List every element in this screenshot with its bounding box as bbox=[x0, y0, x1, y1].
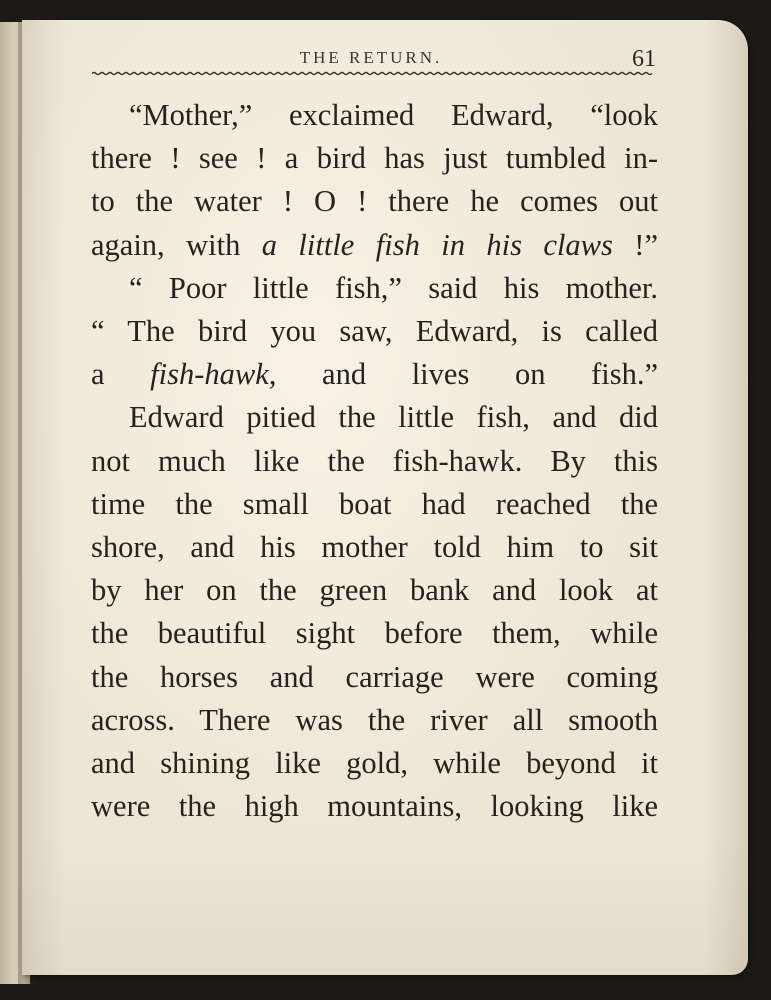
text-line bbox=[91, 699, 658, 742]
body-text bbox=[91, 94, 658, 828]
text-run: “ The bird you saw, Edward, is called bbox=[91, 314, 658, 349]
text-run: to the water ! O ! there he comes out bbox=[91, 184, 658, 219]
book-page bbox=[22, 20, 748, 975]
paragraph bbox=[91, 396, 658, 828]
text-line bbox=[91, 483, 658, 526]
text-line bbox=[91, 267, 658, 310]
text-run: “Mother,” exclaimed Edward, “look bbox=[129, 98, 658, 132]
text-run: !” bbox=[612, 227, 658, 262]
text-run: there ! see ! a bird has just tumbled in- bbox=[91, 141, 658, 176]
text-run: “ Poor little fish,” said his mother. bbox=[129, 270, 658, 305]
text-line bbox=[91, 396, 658, 439]
text-line bbox=[91, 785, 658, 828]
text-line bbox=[91, 94, 658, 137]
text-line bbox=[91, 612, 658, 655]
text-run: across. There was the river all smooth bbox=[91, 702, 658, 737]
running-head: THE RETURN. bbox=[299, 48, 443, 67]
text-run: not much like the fish-hawk. By this bbox=[91, 443, 658, 478]
text-line bbox=[91, 180, 658, 223]
paragraph bbox=[91, 94, 658, 267]
paragraph bbox=[91, 267, 658, 397]
head-rule bbox=[92, 71, 654, 76]
text-run: were the high mountains, looking like bbox=[91, 789, 658, 824]
text-line bbox=[91, 656, 658, 699]
text-run: a bbox=[91, 357, 151, 392]
text-run: the horses and carriage were coming bbox=[91, 659, 658, 694]
text-line bbox=[91, 224, 658, 267]
text-run: and lives on fish.” bbox=[276, 357, 658, 392]
page-number: 61 bbox=[632, 46, 656, 72]
text-run: time the small boat had reached the bbox=[91, 486, 658, 521]
text-run: Edward pitied the little fish, and did bbox=[129, 400, 658, 435]
text-line bbox=[91, 137, 658, 180]
text-run: and shining like gold, while beyond it bbox=[91, 746, 658, 781]
text-run: the beautiful sight before them, while bbox=[91, 616, 658, 651]
text-run: again, with bbox=[91, 227, 262, 262]
text-line bbox=[91, 569, 658, 612]
text-run: shore, and his mother told him to sit bbox=[91, 530, 658, 565]
text-line bbox=[91, 310, 658, 353]
text-line bbox=[91, 440, 658, 483]
text-line bbox=[91, 526, 658, 569]
text-line bbox=[91, 742, 658, 785]
text-line bbox=[91, 353, 658, 396]
text-run: by her on the green bank and look at bbox=[91, 573, 658, 608]
italic-phrase: fish-hawk, bbox=[150, 357, 277, 392]
italic-phrase: a little fish in his claws bbox=[261, 227, 613, 262]
